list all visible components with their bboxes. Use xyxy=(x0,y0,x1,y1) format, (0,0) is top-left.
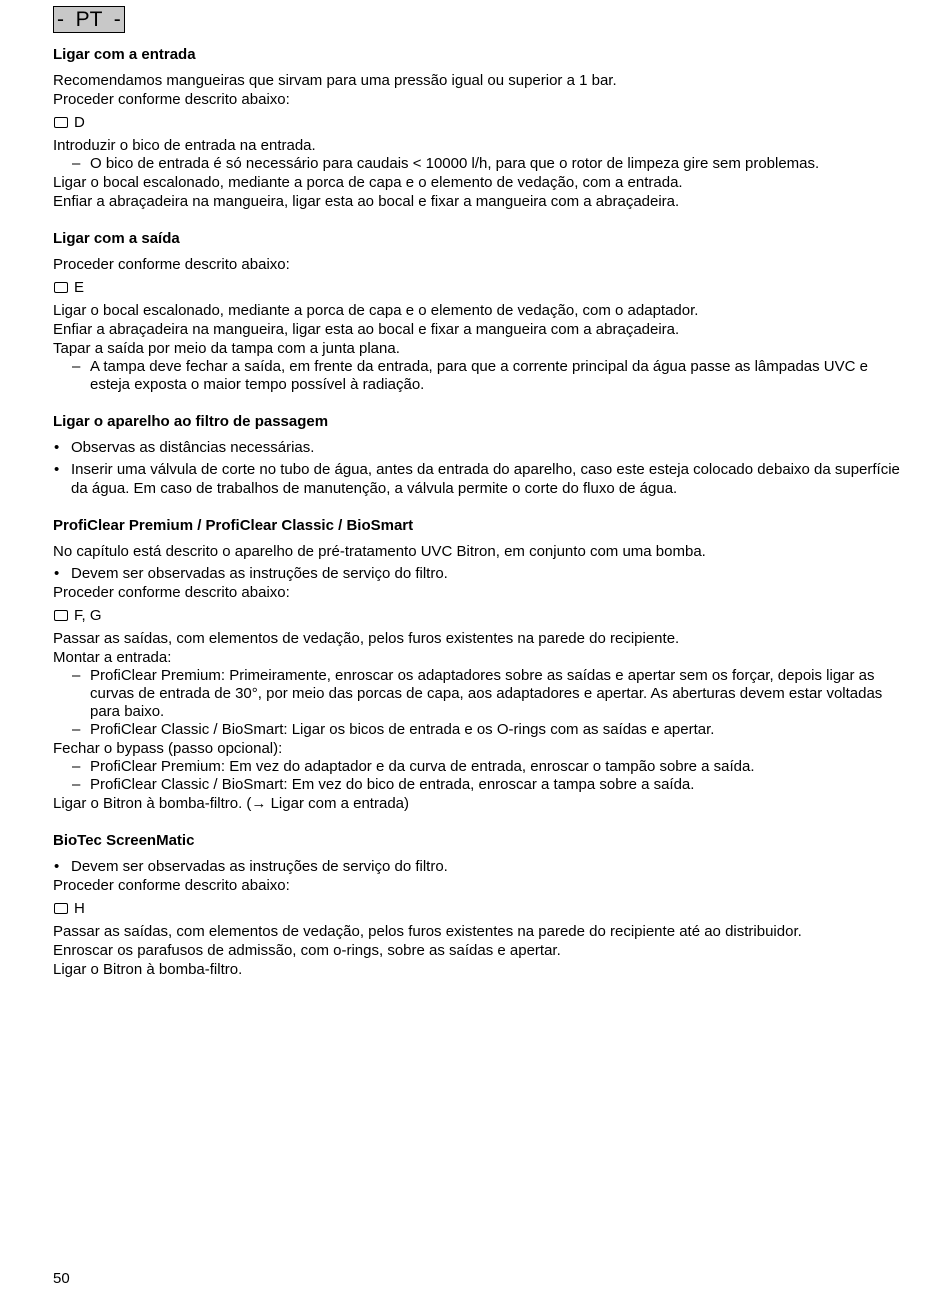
paragraph: Ligar o Bitron à bomba-filtro. (→ Ligar com a entrada) xyxy=(53,795,409,812)
figure-label: E xyxy=(74,279,85,296)
figure-label: H xyxy=(74,900,85,917)
section-heading: ProfiClear Premium / ProfiClear Classic / BioSmart xyxy=(53,517,414,534)
document-body xyxy=(53,45,903,979)
paragraph: Passar as saídas, com elementos de vedação, pelos furos existentes na parede do recipiente até ao distribuidor. xyxy=(53,923,802,940)
dash-item: – A tampa deve fechar a saída, em frente da entrada, para que a corrente principal da água passe as lâmpadas UVC e esteja exposta o maior tempo possível à radiação. xyxy=(53,358,903,394)
paragraph: Recomendamos mangueiras que sirvam para uma pressão igual ou superior a 1 bar. xyxy=(53,72,617,89)
figure-reference xyxy=(53,899,903,918)
figure-icon xyxy=(54,282,68,293)
language-tag: - PT - xyxy=(53,6,125,33)
figure-reference xyxy=(53,113,903,132)
section xyxy=(53,831,903,979)
section-heading: Ligar com a entrada xyxy=(53,46,196,63)
figure-reference xyxy=(53,606,903,625)
figure-label: F, G xyxy=(74,607,102,624)
paragraph: Proceder conforme descrito abaixo: xyxy=(53,256,290,273)
figure-icon xyxy=(54,610,68,621)
section xyxy=(53,516,903,813)
section xyxy=(53,229,903,394)
paragraph: Enfiar a abraçadeira na mangueira, ligar esta ao bocal e fixar a mangueira com a abraçadeira. xyxy=(53,193,680,210)
paragraph: Proceder conforme descrito abaixo: xyxy=(53,877,290,894)
paragraph: Ligar o bocal escalonado, mediante a porca de capa e o elemento de vedação, com a entrada. xyxy=(53,174,683,191)
bullet-item: • Devem ser observadas as instruções de serviço do filtro. xyxy=(53,564,903,583)
paragraph: Enroscar os parafusos de admissão, com o-rings, sobre as saídas e apertar. xyxy=(53,942,561,959)
section xyxy=(53,45,903,211)
paragraph: Proceder conforme descrito abaixo: xyxy=(53,91,290,108)
paragraph: No capítulo está descrito o aparelho de pré-tratamento UVC Bitron, em conjunto com uma bomba. xyxy=(53,543,706,560)
page-number: 50 xyxy=(53,1270,70,1287)
section xyxy=(53,412,903,498)
bullet-item: • Observas as distâncias necessárias. xyxy=(53,438,903,457)
figure-label: D xyxy=(74,114,85,131)
paragraph: Tapar a saída por meio da tampa com a junta plana. xyxy=(53,340,400,357)
paragraph: Enfiar a abraçadeira na mangueira, ligar esta ao bocal e fixar a mangueira com a abraçadeira. xyxy=(53,321,680,338)
paragraph: Passar as saídas, com elementos de vedação, pelos furos existentes na parede do recipiente. xyxy=(53,630,680,647)
dash-item: – ProfiClear Premium: Em vez do adaptador e da curva de entrada, enroscar o tampão sobre a saída. xyxy=(53,758,903,776)
document-page xyxy=(53,6,903,997)
bullet-item: • Devem ser observadas as instruções de serviço do filtro. xyxy=(53,857,903,876)
paragraph: Introduzir o bico de entrada na entrada. xyxy=(53,137,316,154)
figure-icon xyxy=(54,903,68,914)
dash-item: – ProfiClear Premium: Primeiramente, enroscar os adaptadores sobre as saídas e apertar sem os forçar, depois ligar as curvas de entrada de 30°, por meio das porcas de capa, aos adaptadores e apertar. As aberturas devem estar voltadas para baixo. xyxy=(53,667,903,721)
section-heading: Ligar o aparelho ao filtro de passagem xyxy=(53,413,329,430)
paragraph: Fechar o bypass (passo opcional): xyxy=(53,740,283,757)
section-heading: Ligar com a saída xyxy=(53,230,180,247)
paragraph: Proceder conforme descrito abaixo: xyxy=(53,584,290,601)
dash-item: – O bico de entrada é só necessário para caudais < 10000 l/h, para que o rotor de limpeza gire sem problemas. xyxy=(53,155,903,173)
bullet-item: • Inserir uma válvula de corte no tubo de água, antes da entrada do aparelho, caso este esteja colocado debaixo da superfície da água. Em caso de trabalhos de manutenção, a válvula permite o corte do fluxo de água. xyxy=(53,460,903,498)
section-heading: BioTec ScreenMatic xyxy=(53,832,195,849)
paragraph: Ligar o Bitron à bomba-filtro. xyxy=(53,961,243,978)
paragraph: Montar a entrada: xyxy=(53,649,172,666)
dash-item: – ProfiClear Classic / BioSmart: Ligar os bicos de entrada e os O-rings com as saídas e apertar. xyxy=(53,721,903,739)
figure-reference xyxy=(53,278,903,297)
figure-icon xyxy=(54,117,68,128)
paragraph: Ligar o bocal escalonado, mediante a porca de capa e o elemento de vedação, com o adaptador. xyxy=(53,302,699,319)
dash-item: – ProfiClear Classic / BioSmart: Em vez do bico de entrada, enroscar a tampa sobre a saída. xyxy=(53,776,903,794)
